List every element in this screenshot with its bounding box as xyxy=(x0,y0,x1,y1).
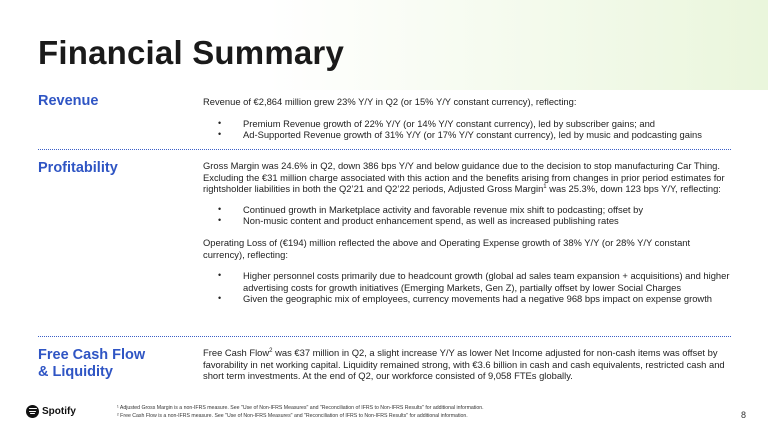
operating-loss-bullet: • Given the geographic mix of employees, currency movements had a negative 968 bps impact on expense growth xyxy=(203,293,733,305)
footnotes xyxy=(117,405,484,420)
profitability-heading: Profitability xyxy=(38,160,118,176)
gross-margin-bullet: • Non-music content and product enhancement spend, as well as increased publishing rates xyxy=(203,215,733,227)
footnote-ref: 2 xyxy=(269,347,273,354)
revenue-body xyxy=(203,96,733,141)
section-divider xyxy=(38,149,731,150)
gross-margin-paragraph xyxy=(203,160,733,195)
footnote: ¹ Adjusted Gross Margin is a non-IFRS measure. See "Use of Non-IFRS Measures" and "Reconciliation of IFRS to Non-IFRS Results" for additional information. xyxy=(117,405,484,411)
fcf-heading-line: & Liquidity xyxy=(38,364,113,380)
operating-loss-bullet: • Higher personnel costs primarily due to headcount growth (global ad sales team expansion + acquisitions) and higher advertising costs for growth initiatives (Emerging Markets, Gen Z), partially offset by lower Social Charges xyxy=(203,270,733,293)
footnote-ref: 1 xyxy=(543,184,547,191)
fcf-heading-line: Free Cash Flow xyxy=(38,347,146,363)
gross-margin-bullet-list xyxy=(203,204,733,227)
gross-margin-text-end: was 25.3%, down 123 bps Y/Y, reflecting: xyxy=(546,183,721,195)
revenue-bullet: • Ad-Supported Revenue growth of 31% Y/Y (or 17% Y/Y constant currency), led by music and podcasting gains xyxy=(203,129,733,141)
fcf-paragraph xyxy=(203,347,733,382)
fcf-heading xyxy=(38,347,145,381)
revenue-intro: Revenue of €2,864 million grew 23% Y/Y in Q2 (or 15% Y/Y constant currency), reflecting: xyxy=(203,96,577,107)
revenue-heading: Revenue xyxy=(38,93,99,109)
page-number: 8 xyxy=(741,410,747,420)
revenue-bullet: • Premium Revenue growth of 22% Y/Y (or 14% Y/Y constant currency), led by subscriber gains; and xyxy=(203,118,733,130)
section-divider xyxy=(38,336,731,337)
page-title: Financial Summary xyxy=(38,34,345,71)
gross-margin-text: Gross Margin was 24.6% in Q2, down 386 bps Y/Y and below guidance due to the decision to stop manufacturing Car Thing. Excluding the €31 million charge associated with this action and the benefits arising from changes in prior period estimates for rightsholder liabilities in both the Q2’21 and Q2’22 periods, Adjusted Gross Margin xyxy=(203,160,725,195)
footnote: ² Free Cash Flow is a non-IFRS measure. See "Use of Non-IFRS Measures" and "Reconciliation of IFRS to Non-IFRS Results" for additional information. xyxy=(117,412,468,419)
fcf-text: Free Cash Flow xyxy=(203,347,270,358)
operating-loss-paragraph: Operating Loss of (€194) million reflected the above and Operating Expense growth of 38% Y/Y (or 28% Y/Y constant currency), reflecting: xyxy=(203,236,691,260)
spotify-icon xyxy=(26,405,39,418)
profitability-body xyxy=(203,160,733,305)
operating-loss-bullet-list xyxy=(203,270,733,305)
revenue-bullet-list xyxy=(203,118,733,141)
spotify-wordmark: Spotify xyxy=(42,405,76,417)
fcf-body xyxy=(203,347,733,382)
fcf-text-end: was €37 million in Q2, a slight increase Y/Y as lower Net Income adjusted for non-cash items was offset by favorability in net working capital. Liquidity remained strong, with €3.6 billion in cash and cash equivalents, restricted cash and short term investments. At the end of Q2, our workforce consisted of 9,058 FTEs globally. xyxy=(203,347,725,382)
gross-margin-bullet: • Continued growth in Marketplace activity and favorable revenue mix shift to podcasting; offset by xyxy=(203,204,733,216)
spotify-logo xyxy=(26,404,76,418)
